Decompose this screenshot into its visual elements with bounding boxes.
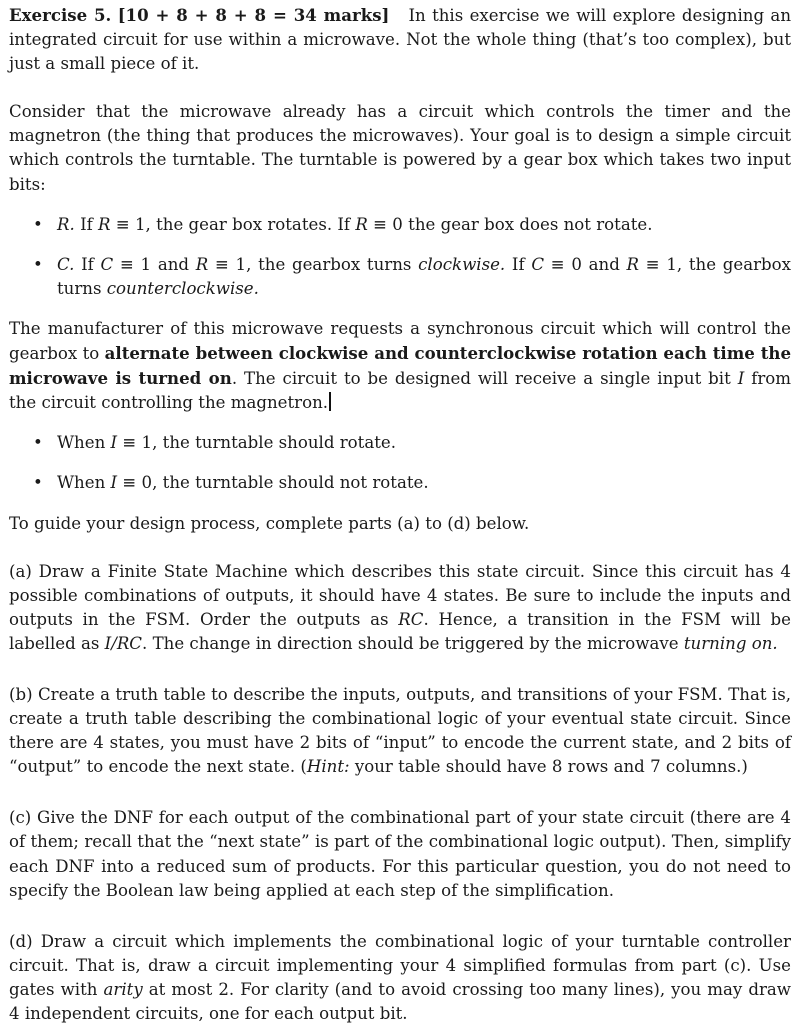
input-bits-list xyxy=(9,213,791,301)
input-i-list xyxy=(9,431,791,495)
context-paragraph: Consider that the microwave already has a circuit which controls the timer and the magnetron (the thing that produces the microwaves). Your goal is to design a simple circuit which controls the turntable. The turntable is powered by a gear box which takes two input bits: xyxy=(9,102,791,194)
bullet-icon: • xyxy=(33,433,43,453)
exercise-document xyxy=(9,3,791,1026)
requirement-paragraph: The manufacturer of this microwave requests a synchronous circuit which will control the gearbox to alternate between clockwise and counterclockwise rotation each time the microwave is turned on. The circuit to be designed will receive a single input bit I from the circuit controlling the magnetron. xyxy=(9,318,791,413)
bullet-icon: • xyxy=(33,214,43,234)
list-item-c: • C. If C ≡ 1 and R ≡ 1, the gearbox turns clockwise. If C ≡ 0 and R ≡ 1, the gearbox turns counterclockwise. xyxy=(33,254,792,298)
list-item-r: • R. If R ≡ 1, the gear box rotates. If R ≡ 0 the gear box does not rotate. xyxy=(9,213,791,237)
part-a-label: (a) xyxy=(9,561,32,581)
exercise-intro: In this exercise we will explore designing an integrated circuit for use within a microwave. Not the whole thing (that’s too complex), but just a small piece of it. xyxy=(9,6,792,74)
part-c-label: (c) xyxy=(9,808,32,828)
exercise-header xyxy=(9,3,791,76)
bullet-icon: • xyxy=(33,473,43,493)
requirement-emphasis: alternate between clockwise and counterclockwise rotation each time the microwave is turned on xyxy=(9,343,791,389)
part-b-label: (b) xyxy=(9,684,33,704)
part-b: (b) Create a truth table to describe the inputs, outputs, and transitions of your FSM. That is, create a truth table describing the combinational logic of your eventual state circuit. Since there are 4 states, you must have 2 bits of “input” to encode the current state, and 2 bits of “output” to encode the next state. (Hint: your table should have 8 rows and 7 columns.) xyxy=(9,684,791,777)
list-item-i-off: • When I ≡ 0, the turntable should not rotate. xyxy=(9,471,791,495)
exercise-title: Exercise 5. xyxy=(9,5,112,25)
list-item-i-on: • When I ≡ 1, the turntable should rotate. xyxy=(9,431,791,455)
bullet-icon: • xyxy=(33,254,43,274)
guide-text: To guide your design process, complete parts (a) to (d) below. xyxy=(9,513,530,533)
part-c: (c) Give the DNF for each output of the combinational part of your state circuit (there are 4 of them; recall that the “next state” is part of the combinational logic output). Then, simplify each DNF into a reduced sum of products. For this particular question, you do not need to specify the Boolean law being applied at each step of the simplification. xyxy=(9,808,791,900)
part-d-label: (d) xyxy=(9,931,33,951)
part-d: (d) Draw a circuit which implements the combinational logic of your turntable controller circuit. That is, draw a circuit implementing your 4 simplified formulas from part (c). Use gates with arity at most 2. For clarity (and to avoid crossing too many lines), you may draw 4 independent circuits, one for each output bit. xyxy=(9,931,792,1023)
exercise-marks: [10 + 8 + 8 + 8 = 34 marks] xyxy=(117,5,390,25)
part-a: (a) Draw a Finite State Machine which describes this state circuit. Since this circuit has 4 possible combinations of outputs, it should have 4 states. Be sure to include the inputs and outputs in the FSM. Order the outputs as RC. Hence, a transition in the FSM will be labelled as I/RC. The change in direction should be triggered by the microwave turning on. xyxy=(9,561,792,653)
text-cursor xyxy=(329,392,331,411)
